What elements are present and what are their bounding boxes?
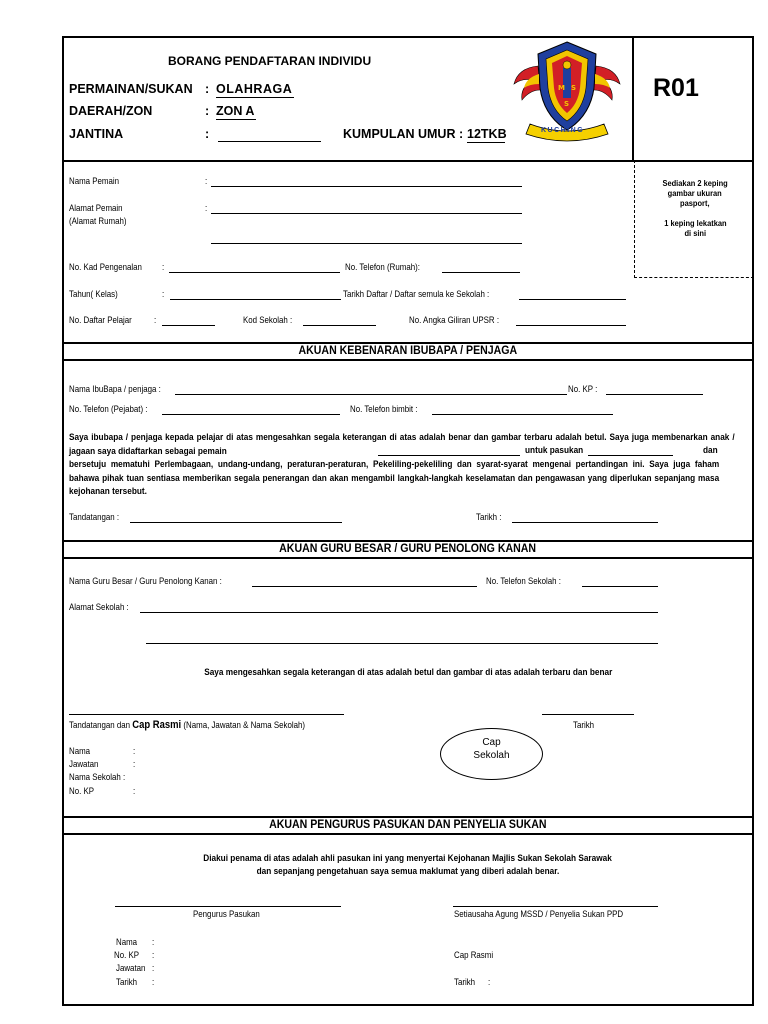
stamp-line-2: Sekolah — [473, 750, 510, 761]
office-phone-field[interactable] — [162, 414, 340, 415]
parent-date-label: Tarikh : — [476, 512, 502, 522]
manager-confirmation-line-2: dan sepanjang pengetahuan saya semua maklumat yang diberi adalah benar. — [256, 866, 560, 877]
school-address-label: Alamat Sekolah : — [69, 602, 129, 612]
colon: : — [205, 203, 208, 213]
school-address-field-1[interactable] — [140, 612, 658, 613]
zone-value: ZON A — [216, 104, 255, 118]
colon: : — [205, 104, 210, 118]
colon: : — [133, 786, 136, 796]
student-no-field[interactable] — [162, 325, 215, 326]
player-address-field-2[interactable] — [211, 243, 522, 244]
parent-signature-field[interactable] — [130, 522, 342, 523]
mobile-phone-label: No. Telefon bimbit : — [350, 404, 418, 414]
parent-section-heading: AKUAN KEBENARAN IBUBAPA / PENJAGA — [298, 345, 518, 357]
upsr-no-label: No. Angka Giliran UPSR : — [409, 315, 500, 325]
manager-kp-label: No. KP — [114, 950, 140, 960]
school-phone-label: No. Telefon Sekolah : — [486, 576, 561, 586]
school-code-label: Kod Sekolah : — [243, 315, 293, 325]
head-name-label: Nama Guru Besar / Guru Penolong Kanan : — [69, 576, 222, 586]
manager-label: Pengurus Pasukan — [193, 909, 260, 919]
player-event-field[interactable] — [378, 455, 520, 456]
colon: : — [205, 127, 210, 141]
office-phone-label: No. Telefon (Pejabat) : — [69, 404, 148, 414]
colon: : — [205, 82, 210, 96]
manager-position-label: Jawatan — [116, 963, 146, 973]
supervisor-label: Setiausaha Agung MSSD / Penyelia Sukan PPD — [454, 909, 624, 919]
section-divider-head-bottom — [62, 557, 754, 559]
svg-text:S: S — [571, 84, 577, 92]
head-signature-field[interactable] — [69, 714, 344, 715]
team-field[interactable] — [588, 455, 673, 456]
section-divider-parent-bottom — [62, 359, 754, 361]
home-phone-field[interactable] — [442, 272, 520, 273]
parent-declaration-part2: bersetuju mematuhi Perlembagaan, undang-undang, peraturan-peraturan, Pekeliling-pekeliling dan syarat-syarat mengenai pertandingan ini. Saya juga faham bahawa pihak tuan sentiasa memberikan segala penerangan dan akan mengambil langkah-langkah keselamatan dan pengawasan yang diperlukan sepanjang masa kejohanan tersebut. — [69, 459, 720, 497]
svg-text:S: S — [564, 100, 570, 108]
home-phone-label: No. Telefon (Rumah): — [345, 262, 420, 272]
form-title: BORANG PENDAFTARAN INDIVIDU — [168, 54, 372, 68]
colon: : — [154, 315, 157, 325]
student-no-label: No. Daftar Pelajar — [69, 315, 132, 325]
parent-declaration-part1: Saya ibubapa / penjaga kepada pelajar di atas mengesahkan segala keterangan di atas adalah benar dan gambar terbaru adalah betul. Saya juga membenarkan anak / jagaan saya didaftarkan sebagai pemain — [69, 432, 735, 457]
official-stamp-label: Cap Rasmi — [454, 950, 494, 960]
colon: : — [162, 289, 165, 299]
head-name-detail-label: Nama — [69, 746, 91, 756]
head-date-field[interactable] — [542, 714, 634, 715]
sport-underline — [216, 97, 294, 98]
colon: : — [133, 759, 136, 769]
manager-signature-field[interactable] — [115, 906, 341, 907]
crest-banner-text: KUCHING — [541, 127, 585, 134]
colon: : — [152, 950, 155, 960]
school-address-field-2[interactable] — [146, 643, 658, 644]
colon: : — [488, 977, 491, 987]
colon: : — [133, 746, 136, 756]
age-group-label: KUMPULAN UMUR : — [343, 127, 464, 141]
sport-value: OLAHRAGA — [216, 82, 293, 96]
head-signature-label: Tandatangan dan Cap Rasmi (Nama, Jawatan & Nama Sekolah) — [69, 719, 306, 731]
parent-name-label: Nama IbuBapa / penjaga : — [69, 384, 161, 394]
photo-instructions: Sediakan 2 keping gambar ukuran pasport, 1 keping lekatkan di sini — [662, 178, 728, 238]
school-stamp-area[interactable] — [440, 728, 543, 780]
manager-confirmation-line-1: Diakui penama di atas adalah ahli pasukan ini yang menyertai Kejohanan Majlis Sukan Sekolah Sarawak — [203, 853, 613, 864]
parent-kp-label: No. KP : — [568, 384, 598, 394]
for-team-label: untuk pasukan — [525, 445, 584, 456]
head-school-name-label: Nama Sekolah : — [69, 772, 126, 782]
ic-field[interactable] — [169, 272, 340, 273]
sport-label: PERMAINAN/SUKAN — [69, 82, 193, 96]
head-kp-label: No. KP — [69, 786, 95, 796]
photo-placeholder[interactable] — [634, 160, 754, 278]
parent-name-field[interactable] — [175, 394, 567, 395]
mobile-phone-field[interactable] — [432, 414, 613, 415]
colon: : — [205, 176, 208, 186]
zone-underline — [216, 119, 256, 120]
register-date-field[interactable] — [519, 299, 626, 300]
player-address-sublabel: (Alamat Rumah) — [69, 216, 127, 226]
manager-name-label: Nama — [116, 937, 138, 947]
ic-label: No. Kad Pengenalan — [69, 262, 142, 272]
stamp-line-1: Cap — [482, 737, 501, 748]
head-confirmation: Saya mengesahkan segala keterangan di atas adalah betul dan gambar di atas adalah terbaru dan benar — [203, 667, 613, 678]
supervisor-date-label: Tarikh — [454, 977, 476, 987]
section-divider-manager-bottom — [62, 833, 754, 835]
age-group-value: 12TKB — [467, 127, 507, 141]
colon: : — [162, 262, 165, 272]
parent-signature-label: Tandatangan : — [69, 512, 120, 522]
player-address-label: Alamat Pemain — [69, 203, 123, 213]
head-section-heading: AKUAN GURU BESAR / GURU PENOLONG KANAN — [279, 543, 537, 555]
player-address-field-1[interactable] — [211, 213, 522, 214]
head-date-label: Tarikh — [573, 720, 595, 730]
head-name-field[interactable] — [252, 586, 477, 587]
colon: : — [152, 937, 155, 947]
zone-label: DAERAH/ZON — [69, 104, 153, 118]
manager-date-label: Tarikh — [116, 977, 138, 987]
school-code-field[interactable] — [303, 325, 376, 326]
form-code: R01 — [653, 74, 699, 102]
colon: : — [152, 977, 155, 987]
and-label: dan — [703, 445, 718, 456]
player-name-label: Nama Pemain — [69, 176, 120, 186]
code-divider — [632, 36, 634, 162]
upsr-no-field[interactable] — [516, 325, 626, 326]
year-class-label: Tahun( Kelas) — [69, 289, 118, 299]
year-class-field[interactable] — [170, 299, 341, 300]
crest-shield — [538, 42, 596, 130]
player-name-field[interactable] — [211, 186, 522, 187]
gender-label: JANTINA — [69, 127, 124, 141]
parent-date-field[interactable] — [512, 522, 658, 523]
gender-field[interactable] — [218, 141, 321, 142]
parent-kp-field[interactable] — [606, 394, 703, 395]
colon: : — [152, 963, 155, 973]
register-date-label: Tarikh Daftar / Daftar semula ke Sekolah : — [343, 289, 490, 299]
manager-section-heading: AKUAN PENGURUS PASUKAN DAN PENYELIA SUKAN — [269, 819, 547, 831]
school-phone-field[interactable] — [582, 586, 658, 587]
supervisor-signature-field[interactable] — [453, 906, 658, 907]
age-group-underline — [467, 142, 505, 143]
svg-text:M: M — [558, 84, 565, 92]
head-position-label: Jawatan — [69, 759, 99, 769]
